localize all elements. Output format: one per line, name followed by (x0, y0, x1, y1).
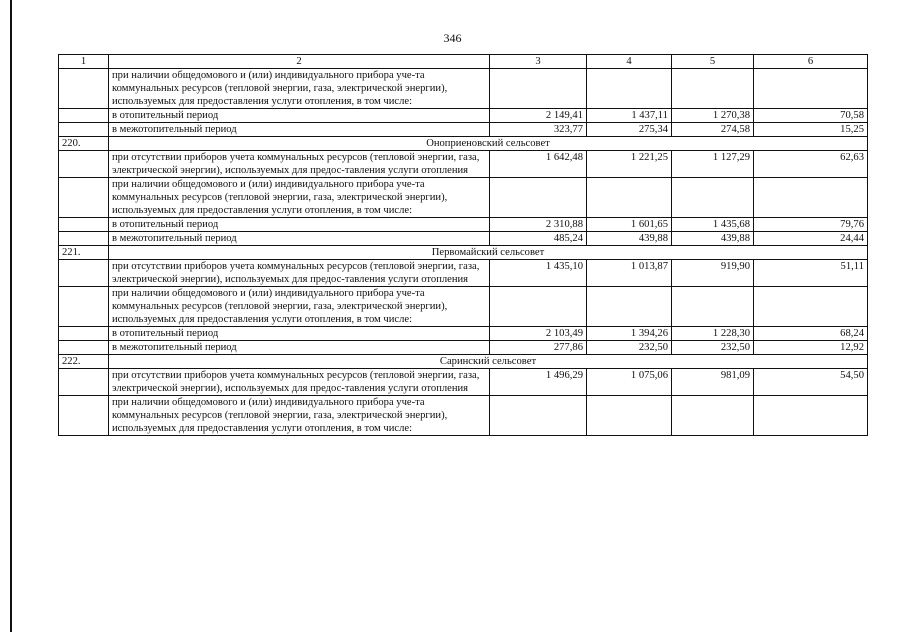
row-description: при наличии общедомового и (или) индивидуального прибора уче-та коммунальных ресурсов (тепловой энергии, газа, электрической энергии), используемых для предоставления услуги отопления, в том числе: (109, 287, 490, 327)
value-cell: 232,50 (672, 341, 754, 355)
row-number (59, 327, 109, 341)
table-row (59, 218, 868, 232)
value-cell: 1 435,68 (672, 218, 754, 232)
table-row (59, 123, 868, 137)
value-cell: 79,76 (754, 218, 868, 232)
value-cell: 1 394,26 (587, 327, 672, 341)
row-number (59, 69, 109, 109)
value-cell: 323,77 (490, 123, 587, 137)
row-number: 222. (59, 355, 109, 369)
header-cell: 3 (490, 55, 587, 69)
section-row (59, 137, 868, 151)
value-cell: 277,86 (490, 341, 587, 355)
value-cell (754, 178, 868, 218)
value-cell (672, 178, 754, 218)
value-cell: 24,44 (754, 232, 868, 246)
section-title: Оноприеновский сельсовет (109, 137, 868, 151)
value-cell: 1 221,25 (587, 151, 672, 178)
value-cell (672, 396, 754, 436)
value-cell: 1 127,29 (672, 151, 754, 178)
value-cell: 51,11 (754, 260, 868, 287)
value-cell: 1 642,48 (490, 151, 587, 178)
page-number: 346 (443, 31, 462, 45)
header-cell: 1 (59, 55, 109, 69)
row-description: при наличии общедомового и (или) индивидуального прибора уче-та коммунальных ресурсов (тепловой энергии, газа, электрической энергии), используемых для предоставления услуги отопления, в том числе: (109, 396, 490, 436)
value-cell: 1 437,11 (587, 109, 672, 123)
value-cell: 1 435,10 (490, 260, 587, 287)
row-description: в межотопительный период (109, 123, 490, 137)
value-cell (587, 178, 672, 218)
value-cell: 981,09 (672, 369, 754, 396)
value-cell (490, 287, 587, 327)
value-cell: 15,25 (754, 123, 868, 137)
value-cell: 68,24 (754, 327, 868, 341)
row-number (59, 287, 109, 327)
row-description: в отопительный период (109, 327, 490, 341)
table-row (59, 232, 868, 246)
row-description: в отопительный период (109, 109, 490, 123)
table-row (59, 369, 868, 396)
value-cell (754, 69, 868, 109)
row-number (59, 218, 109, 232)
row-number (59, 341, 109, 355)
value-cell: 485,24 (490, 232, 587, 246)
row-number (59, 396, 109, 436)
table-row (59, 327, 868, 341)
row-number (59, 178, 109, 218)
row-number (59, 109, 109, 123)
row-description: при отсутствии приборов учета коммунальных ресурсов (тепловой энергии, газа, электрической энергии), используемых для предос-тавления услуги отопления (109, 369, 490, 396)
value-cell (754, 287, 868, 327)
section-row (59, 246, 868, 260)
table-row (59, 151, 868, 178)
value-cell: 12,92 (754, 341, 868, 355)
value-cell: 1 228,30 (672, 327, 754, 341)
row-number (59, 123, 109, 137)
value-cell: 232,50 (587, 341, 672, 355)
row-description: в межотопительный период (109, 232, 490, 246)
section-title: Первомайский сельсовет (109, 246, 868, 260)
table-row (59, 287, 868, 327)
value-cell (490, 178, 587, 218)
row-description: при наличии общедомового и (или) индивидуального прибора уче-та коммунальных ресурсов (тепловой энергии, газа, электрической энергии), используемых для предоставления услуги отопления, в том числе: (109, 178, 490, 218)
value-cell (754, 396, 868, 436)
row-number (59, 260, 109, 287)
tariff-table (58, 54, 868, 436)
section-row (59, 355, 868, 369)
table-row (59, 260, 868, 287)
left-margin-rule (10, 0, 12, 632)
value-cell: 274,58 (672, 123, 754, 137)
table-row (59, 396, 868, 436)
row-description: в межотопительный период (109, 341, 490, 355)
row-number (59, 151, 109, 178)
table-row (59, 109, 868, 123)
header-cell: 5 (672, 55, 754, 69)
header-row (59, 55, 868, 69)
value-cell: 919,90 (672, 260, 754, 287)
row-description: в отопительный период (109, 218, 490, 232)
value-cell: 1 075,06 (587, 369, 672, 396)
value-cell: 1 601,65 (587, 218, 672, 232)
table-row (59, 341, 868, 355)
value-cell: 275,34 (587, 123, 672, 137)
header-cell: 2 (109, 55, 490, 69)
value-cell (587, 396, 672, 436)
value-cell: 2 310,88 (490, 218, 587, 232)
table-row (59, 178, 868, 218)
value-cell: 70,58 (754, 109, 868, 123)
row-number: 220. (59, 137, 109, 151)
section-title: Саринский сельсовет (109, 355, 868, 369)
value-cell (587, 69, 672, 109)
value-cell (672, 287, 754, 327)
row-description: при отсутствии приборов учета коммунальных ресурсов (тепловой энергии, газа, электрической энергии), используемых для предос-тавления услуги отопления (109, 260, 490, 287)
value-cell: 2 103,49 (490, 327, 587, 341)
row-number: 221. (59, 246, 109, 260)
value-cell: 2 149,41 (490, 109, 587, 123)
value-cell: 54,50 (754, 369, 868, 396)
value-cell (587, 287, 672, 327)
value-cell: 1 270,38 (672, 109, 754, 123)
header-cell: 6 (754, 55, 868, 69)
value-cell (490, 69, 587, 109)
value-cell: 1 496,29 (490, 369, 587, 396)
value-cell: 439,88 (587, 232, 672, 246)
row-description: при наличии общедомового и (или) индивидуального прибора уче-та коммунальных ресурсов (тепловой энергии, газа, электрической энергии), используемых для предоставления услуги отопления, в том числе: (109, 69, 490, 109)
value-cell: 439,88 (672, 232, 754, 246)
row-description: при отсутствии приборов учета коммунальных ресурсов (тепловой энергии, газа, электрической энергии), используемых для предос-тавления услуги отопления (109, 151, 490, 178)
row-number (59, 232, 109, 246)
value-cell: 62,63 (754, 151, 868, 178)
table-row (59, 69, 868, 109)
row-number (59, 369, 109, 396)
value-cell: 1 013,87 (587, 260, 672, 287)
header-cell: 4 (587, 55, 672, 69)
value-cell (672, 69, 754, 109)
value-cell (490, 396, 587, 436)
